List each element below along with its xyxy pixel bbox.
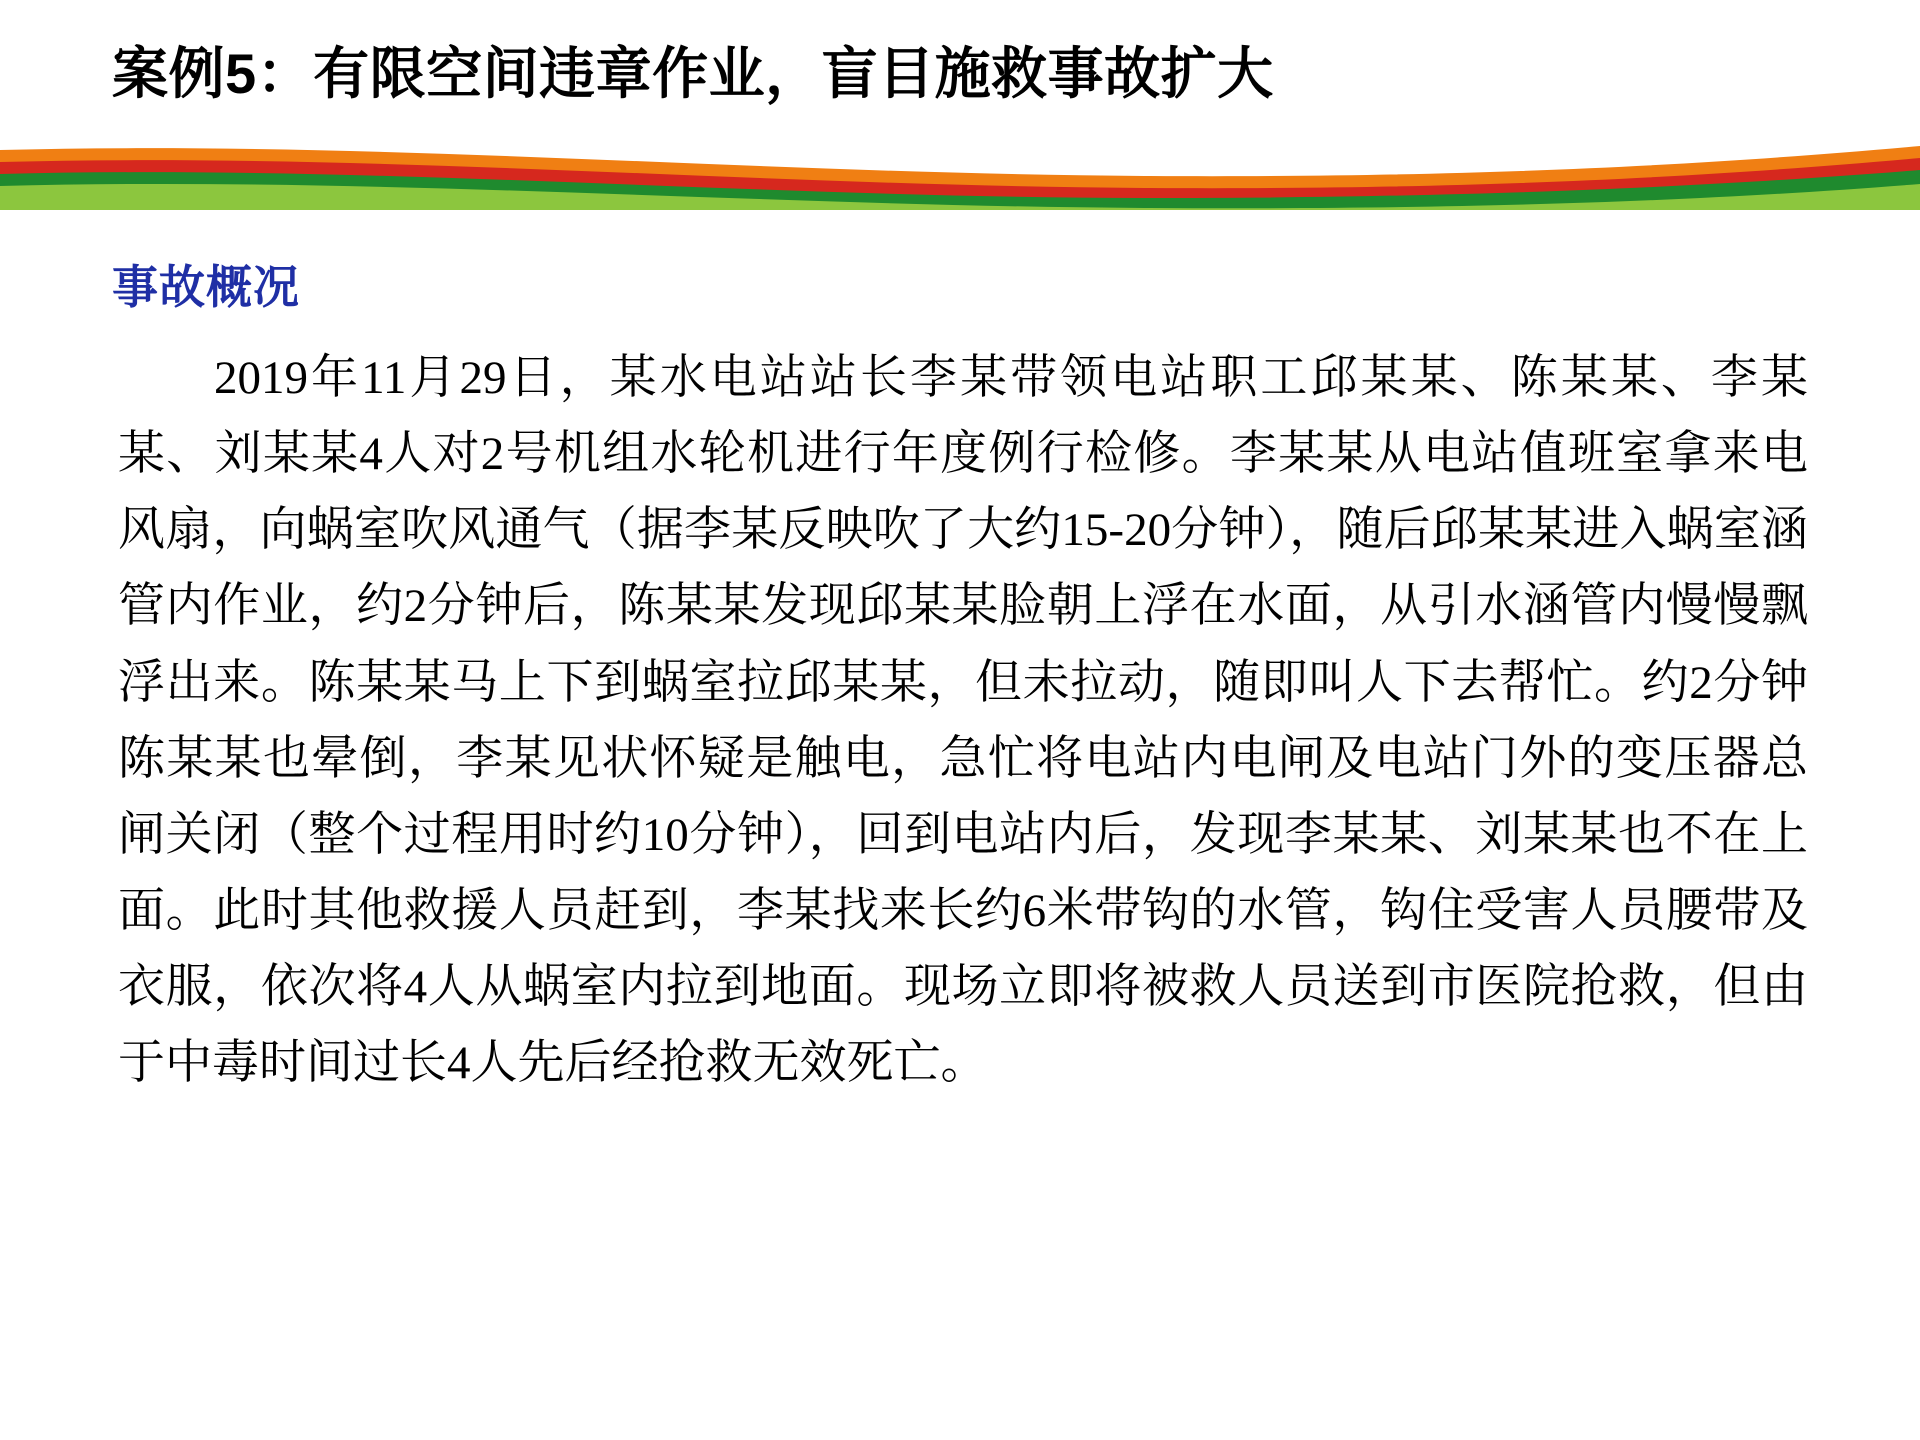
accident-overview-paragraph: 2019年11月29日，某水电站站长李某带领电站职工邱某某、陈某某、李某某、刘某某4人对2号机组水轮机进行年度例行检修。李某某从电站值班室拿来电风扇，向蜗室吹风通气（据李某反映吹了大约15-20分钟），随后邱某某进入蜗室涵管内作业，约2分钟后，陈某某发现邱某某脸朝上浮在水面，从引水涵管内慢慢飘浮出来。陈某某马上下到蜗室拉邱某某，但未拉动，随即叫人下去帮忙。约2分钟陈某某也晕倒，李某见状怀疑是触电，急忙将电站内电闸及电站门外的变压器总闸关闭（整个过程用时约10分钟），回到电站内后，发现李某某、刘某某也不在上面。此时其他救援人员赶到，李某找来长约6米带钩的水管，钩住受害人员腰带及衣服，依次将4人从蜗室内拉到地面。现场立即将被救人员送到市医院抢救，但由于中毒时间过长4人先后经抢救无效死亡。 — [118, 352, 1808, 1090]
page-title: 案例5：有限空间违章作业，盲目施救事故扩大 — [112, 42, 1274, 105]
swoosh-graphic — [0, 140, 1920, 210]
section-heading-overview: 事故概况 — [112, 261, 300, 313]
decorative-swoosh-band — [0, 140, 1920, 210]
